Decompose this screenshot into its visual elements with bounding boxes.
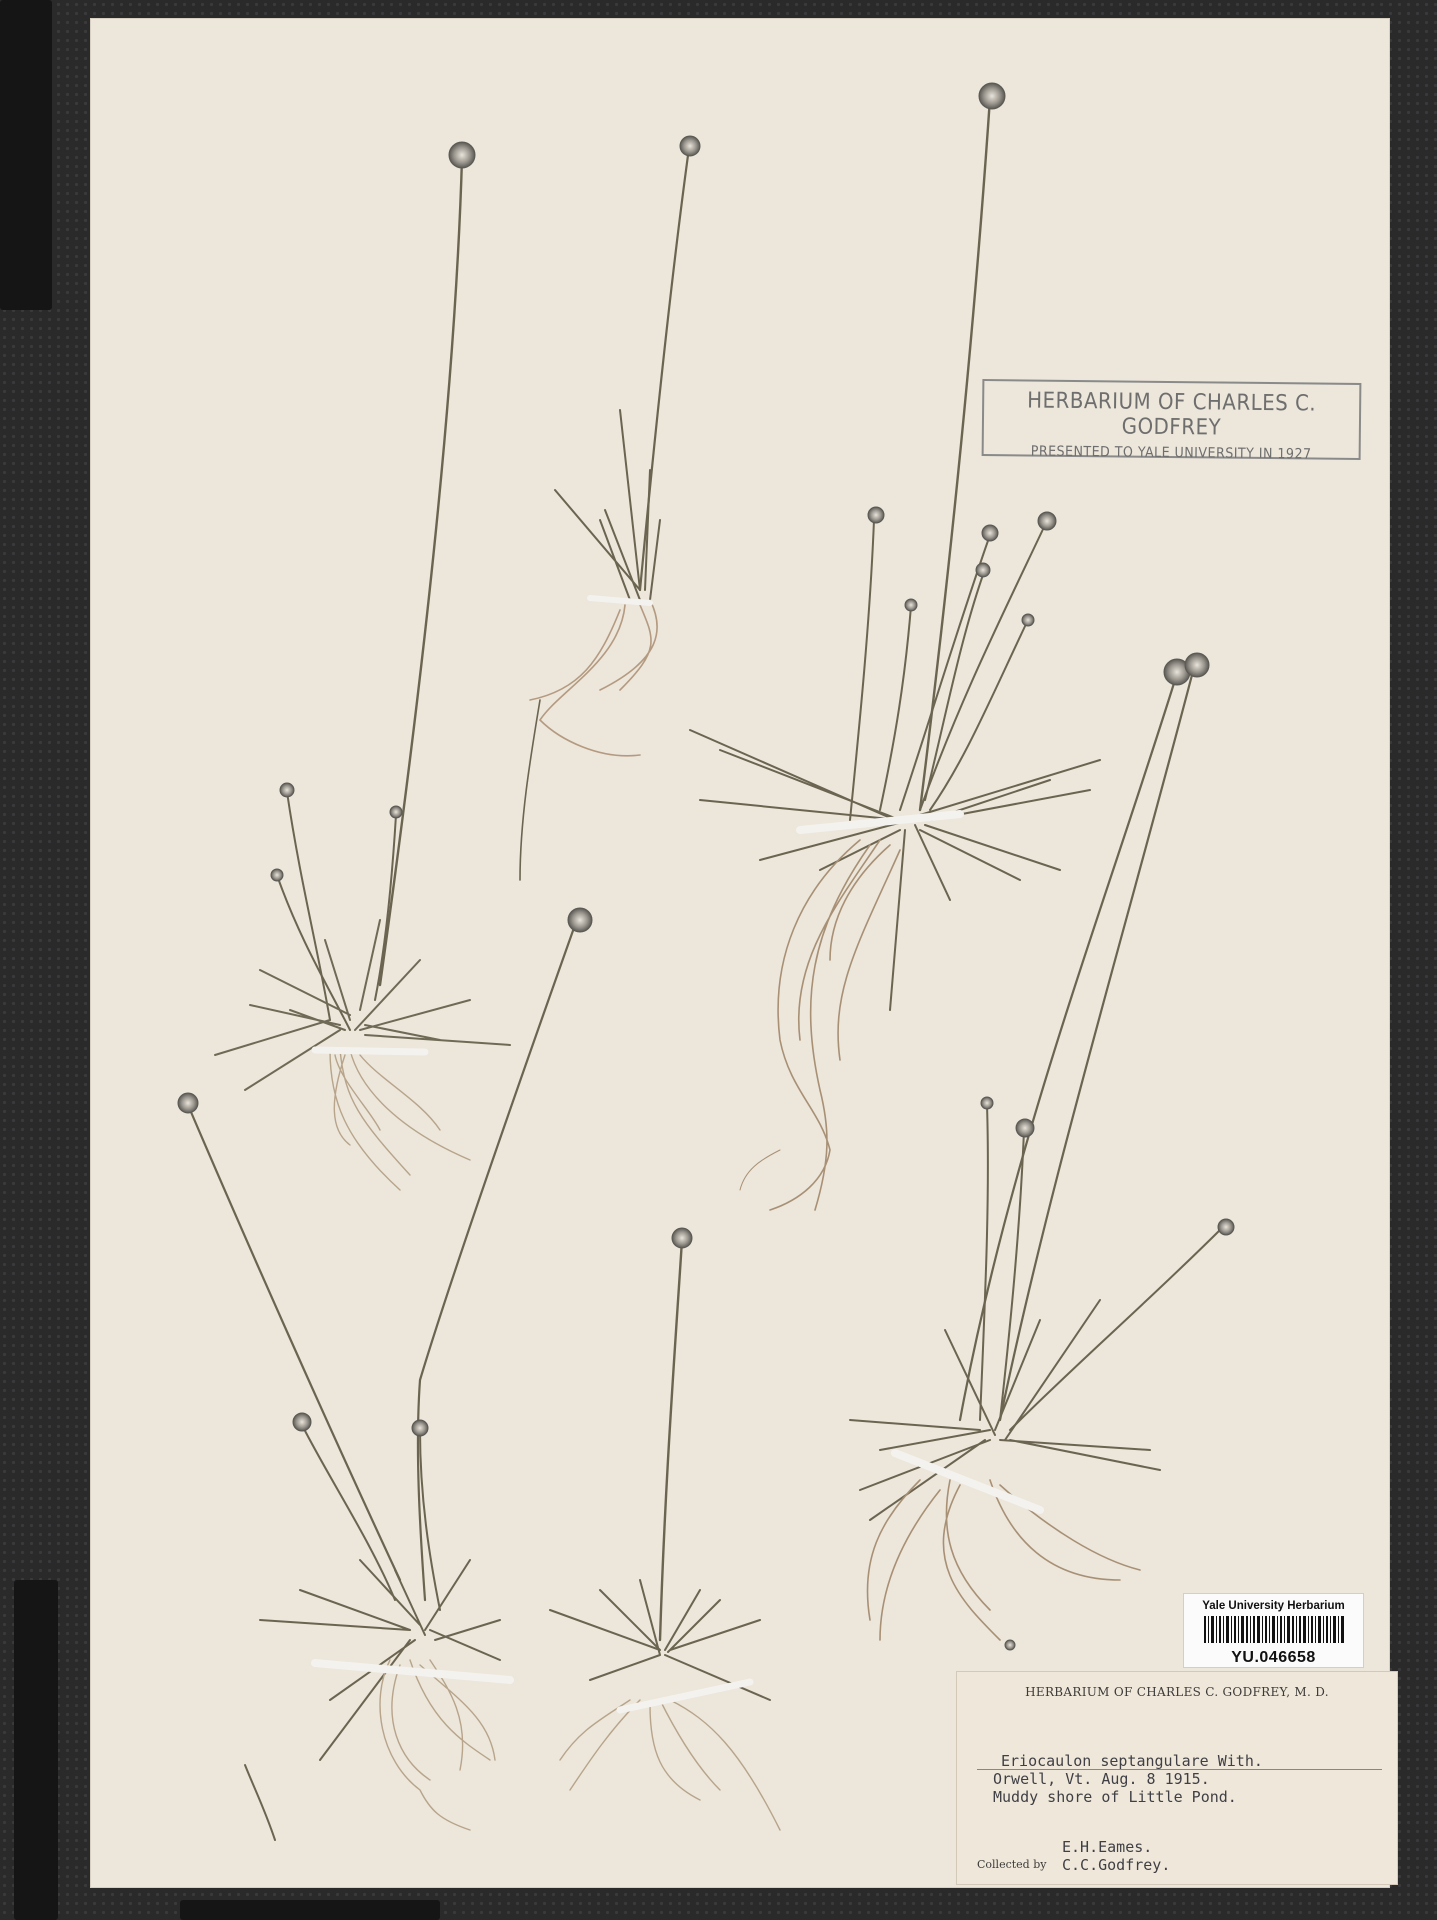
collector-1: E.H.Eames. (1062, 1838, 1153, 1856)
locality-date: Orwell, Vt. Aug. 8 1915. (993, 1770, 1210, 1788)
taxon-name: Eriocaulon septangulare With. (1001, 1752, 1263, 1770)
specimen-label (956, 1671, 1398, 1885)
barcode (1204, 1616, 1344, 1643)
specimen-6-strap (895, 1453, 1040, 1510)
specimen-1-roots (330, 1050, 470, 1190)
collected-by-label: Collected by (977, 1858, 1047, 1871)
specimen-3 (690, 98, 1100, 1010)
specimen-4-roots (380, 1660, 495, 1830)
barcode-label (1183, 1593, 1364, 1668)
label-header: HERBARIUM OF CHARLES C. GODFREY, M. D. (1025, 1685, 1329, 1699)
specimen-2-strap (590, 598, 650, 603)
specimen-3-roots (740, 840, 900, 1210)
specimen-1 (215, 158, 510, 1090)
flower-heads (178, 83, 1234, 1650)
specimen-6 (850, 675, 1225, 1520)
specimen-2-roots (520, 600, 657, 880)
specimen-5-strap (620, 1682, 750, 1710)
specimen-1-strap (315, 1050, 425, 1052)
stamp-line-1: HERBARIUM OF CHARLES C. GODFREY (1027, 388, 1317, 441)
catalog-number: YU.046658 (1231, 1649, 1316, 1666)
specimen-5-roots (560, 1700, 780, 1830)
specimen-5 (550, 1240, 770, 1700)
collector-2: C.C.Godfrey. (1062, 1856, 1171, 1874)
institution-name: Yale University Herbarium (1202, 1600, 1345, 1612)
habitat: Muddy shore of Little Pond. (993, 1788, 1237, 1806)
godfrey-herbarium-stamp (982, 379, 1362, 463)
specimen-2 (555, 148, 689, 600)
specimen-6-roots (867, 1480, 1140, 1640)
stamp-line-2: PRESENTED TO YALE UNIVERSITY IN 1927 (1030, 443, 1312, 463)
